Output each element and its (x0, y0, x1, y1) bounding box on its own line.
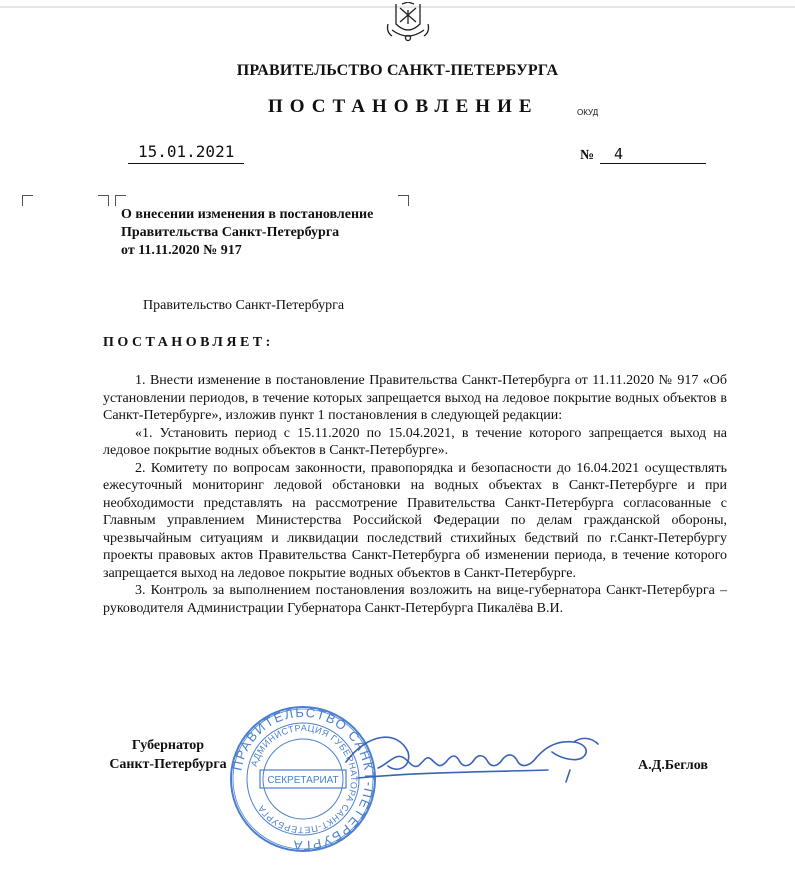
body-paragraph: 1. Внести изменение в постановление Правительства Санкт-Петербурга от 11.11.2020 № 917 «Об установлении периодов, в течение которых запрещается выход на ледовое покрытие водных объектов в Санкт-Петербурге», изложив пункт 1 постановления в следующей редакции: (103, 373, 727, 423)
seal-outer-text: ПРАВИТЕЛЬСТВО САНКТ-ПЕТЕРБУРГА (229, 704, 378, 854)
document-number: 4 (600, 145, 706, 164)
seal-inner-text: АДМИНИСТРАЦИЯ ГУБЕРНАТОРА САНКТ-ПЕТЕРБУРГА (248, 722, 360, 836)
body-paragraph: «1. Установить период с 15.11.2020 по 15.04.2021, в течение которого запрещается выход на ледовое покрытие водных объектов в Санкт-Петербурге». (103, 425, 727, 458)
bracket-corner-left (22, 195, 33, 206)
decree-word: ПОСТАНОВЛЯЕТ: (103, 335, 274, 350)
body-paragraph: 2. Комитету по вопросам законности, правопорядка и безопасности до 16.04.2021 осуществлять ежесуточный мониторинг ледовой обстановки на водных объектах в Санкт-Петербурге и при необходимости представлять на рассмотрение Правительства Санкт-Петербурга согласованные с Главным управлением Министерства Российской Федерации по делам гражданской обороны, чрезвычайным ситуациям и ликвидации последствий стихийных бедствий по г.Санкт-Петербургу проекты правовых актов Правительства Санкт-Петербурга об изменении периода, в течение которого запрещается выход на ледовое покрытие водных объектов в Санкт-Петербурге. (103, 460, 727, 581)
document-type-title: ПОСТАНОВЛЕНИЕ (268, 96, 539, 117)
signatory-title-line: Санкт-Петербурга (109, 757, 227, 772)
intro-text: Правительство Санкт-Петербурга (143, 298, 345, 313)
document-body (103, 372, 727, 617)
body-paragraph: 3. Контроль за выполнением постановления возложить на вице-губернатора Санкт-Петербурга – руководителя Администрации Губернатора Санкт-Петербурга Пикалёва В.И. (103, 583, 727, 616)
document-date: 15.01.2021 (128, 142, 244, 164)
document-subject (121, 206, 373, 260)
government-title: ПРАВИТЕЛЬСТВО САНКТ-ПЕТЕРБУРГА (236, 62, 559, 79)
subject-line: от 11.11.2020 № 917 (121, 243, 242, 258)
okud-label: ОКУД (577, 108, 599, 117)
signatory-title-line: Губернатор (131, 738, 205, 753)
subject-line: О внесении изменения в постановление (121, 207, 374, 222)
signatory-title (100, 736, 236, 774)
signatory-name: А.Д.Беглов (638, 758, 708, 773)
bracket-corner-mid-left (115, 195, 126, 206)
bracket-corner-right (398, 195, 409, 206)
subject-line: Правительства Санкт-Петербурга (121, 225, 340, 240)
bracket-corner-mid-right (98, 195, 109, 206)
handwritten-signature (338, 722, 608, 802)
coat-of-arms-icon (378, 2, 438, 44)
seal-center-text: СЕКРЕТАРИАТ (267, 775, 339, 786)
number-sign: № (580, 148, 595, 163)
